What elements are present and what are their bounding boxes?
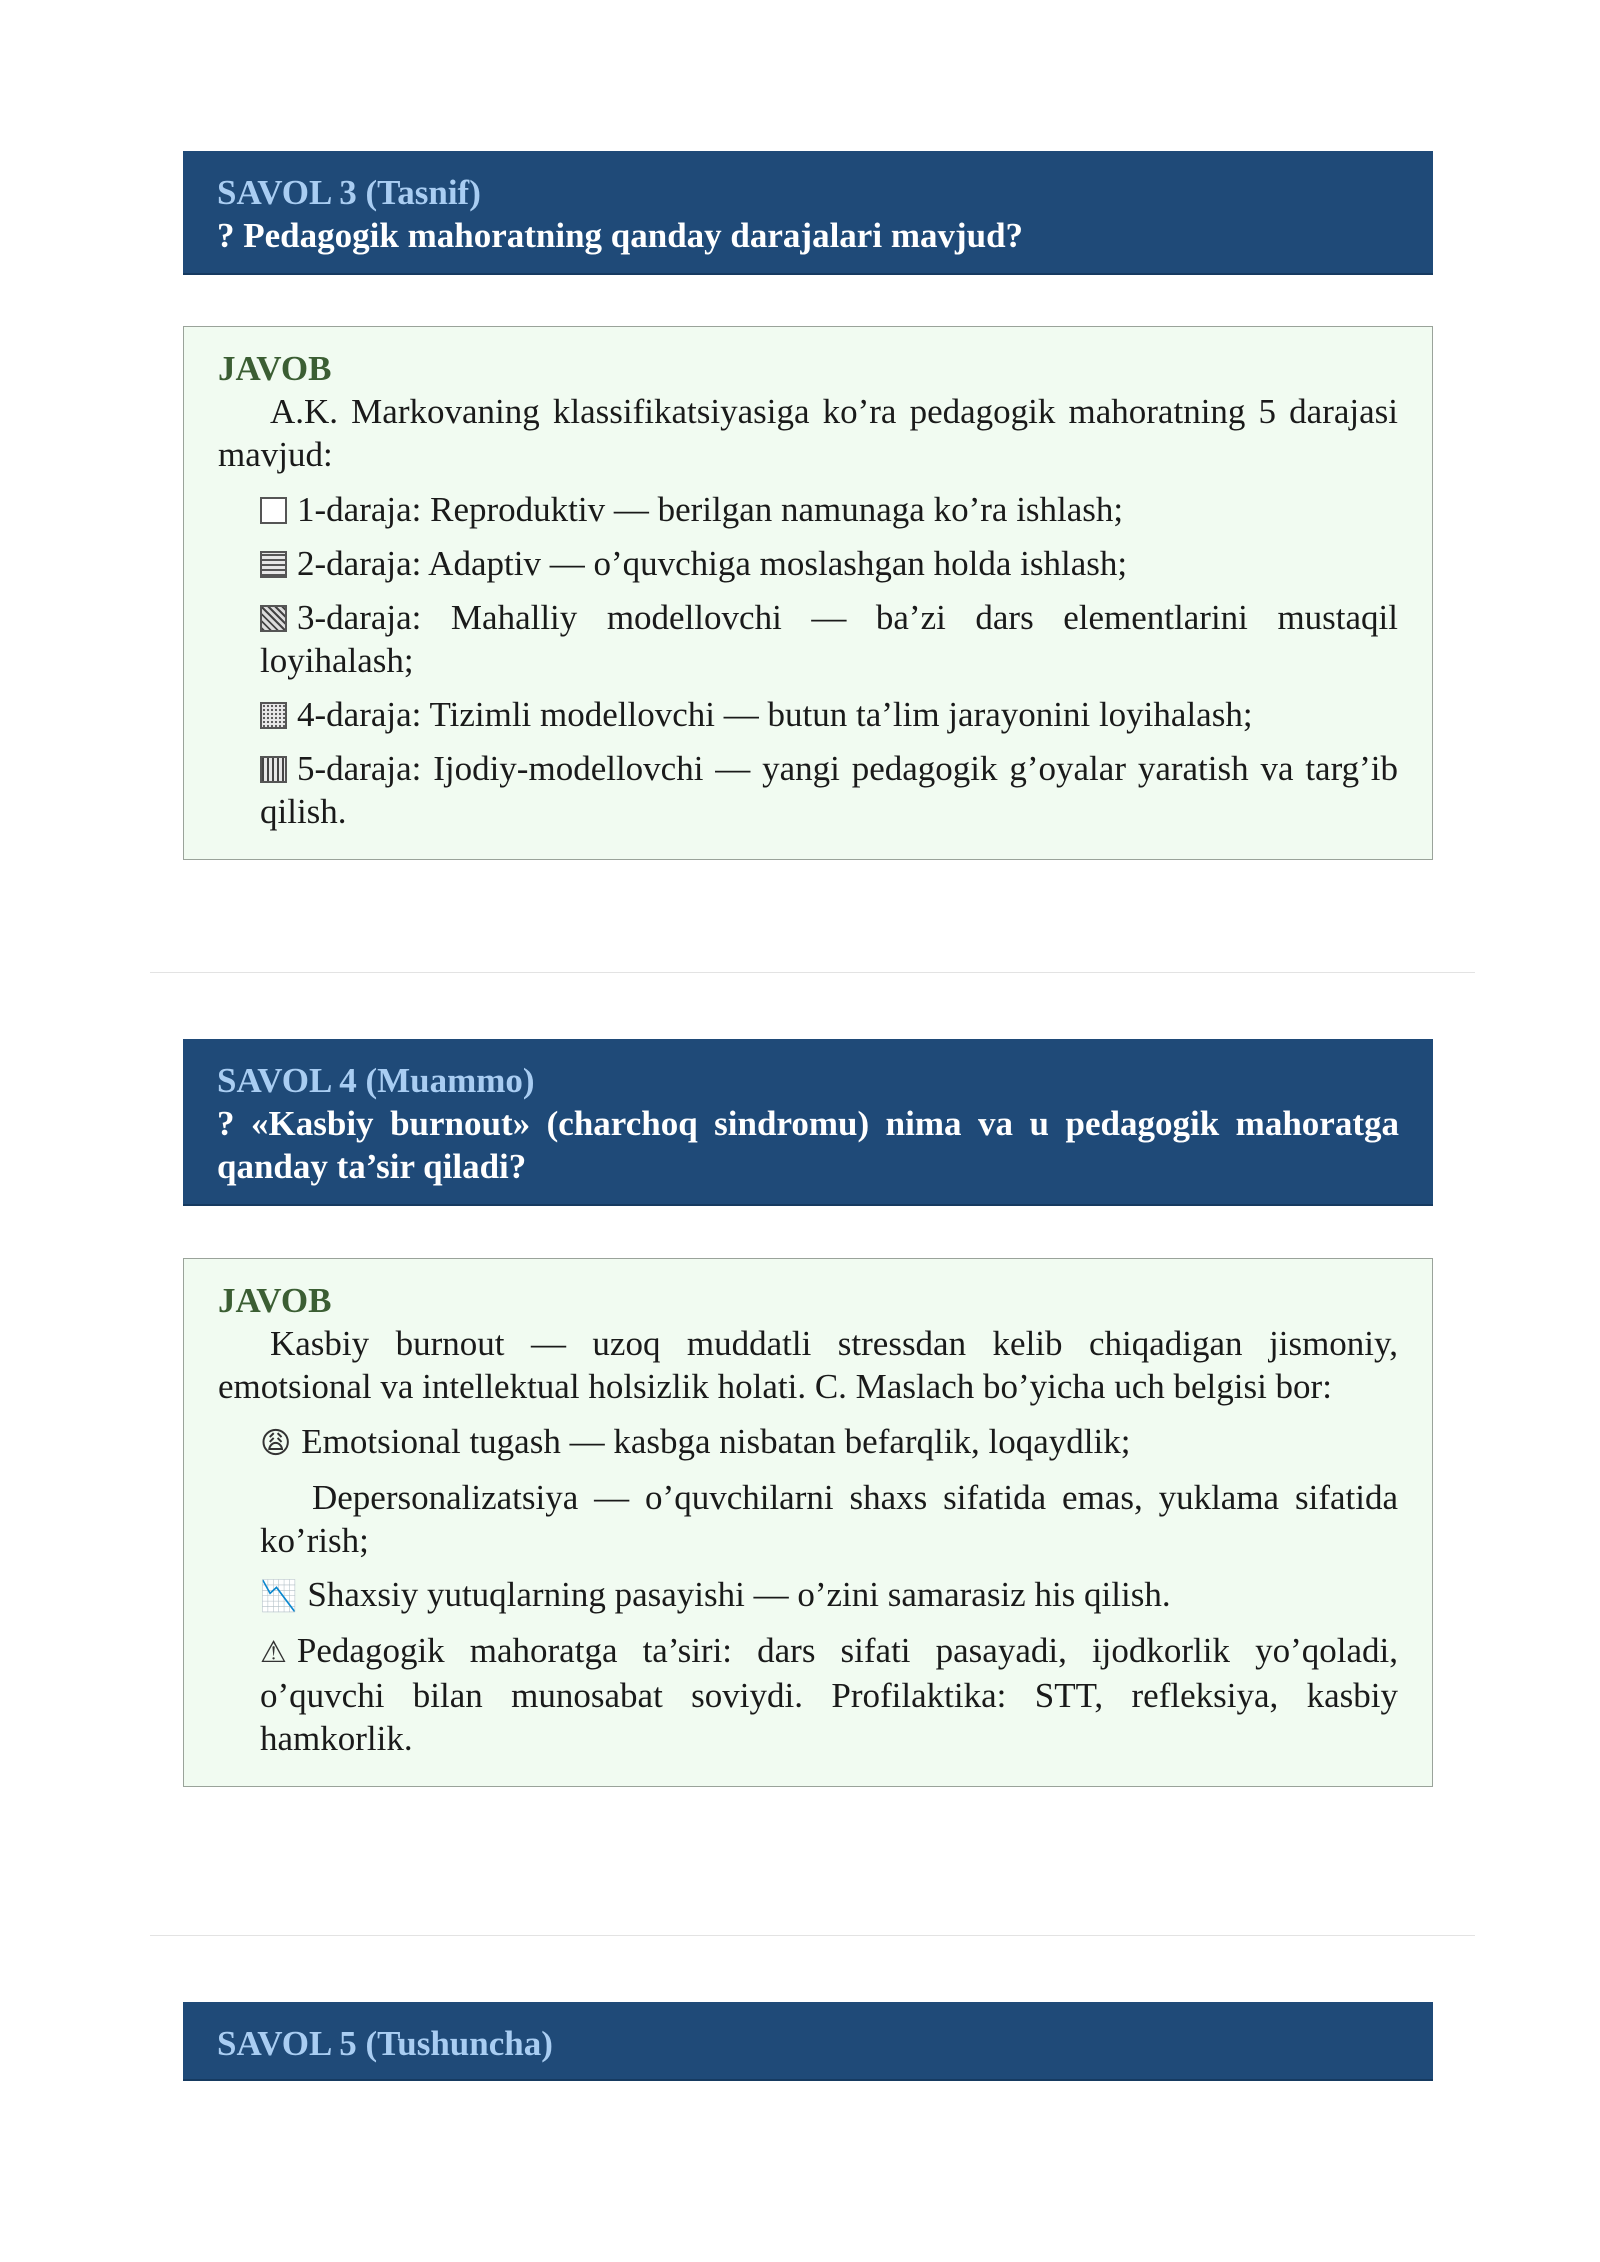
list-item: [260, 693, 1398, 736]
question-3-text: ? Pedagogik mahoratning qanday darajalari mavjud?: [217, 216, 1024, 255]
list-item: [260, 488, 1398, 531]
answer-4-intro: Kasbiy burnout — uzoq muddatli stressdan kelib chiqadigan jismoniy, emotsional va intellektual holsizlik holati. C. Maslach bo’yicha uch belgisi bor:: [218, 1324, 1398, 1406]
section-divider: [150, 1935, 1475, 1936]
list-item-text: Emotsional tugash — kasbga nisbatan befarqlik, loqaydlik;: [301, 1422, 1131, 1461]
question-5-title: SAVOL 5 (Tushuncha): [217, 2024, 553, 2063]
list-item: [260, 1573, 1398, 1618]
dotted-square-icon: [260, 702, 287, 729]
declining-chart-icon: 📉: [260, 1579, 298, 1614]
weary-face-icon: 😩: [260, 1426, 292, 1461]
list-item-text: 2-daraja: Adaptiv — o’quvchiga moslashgan holda ishlash;: [297, 544, 1128, 583]
list-item-text: Depersonalizatsiya — o’quvchilarni shaxs sifatida emas, yuklama sifatida ko’rish;: [260, 1478, 1398, 1560]
section-divider: [150, 972, 1475, 973]
answer-3-heading: JAVOB: [218, 349, 332, 388]
list-item-text: 5-daraja: Ijodiy-modellovchi — yangi pedagogik g’oyalar yaratish va targ’ib qilish.: [260, 749, 1398, 831]
list-item: [260, 747, 1398, 833]
list-item: [260, 596, 1398, 682]
list-item-text: 4-daraja: Tizimli modellovchi — butun ta’lim jarayonini loyihalash;: [297, 695, 1253, 734]
list-item-text: Shaxsiy yutuqlarning pasayishi — o’zini samarasiz his qilish.: [307, 1575, 1171, 1614]
question-4-title: SAVOL 4 (Muammo): [217, 1061, 535, 1100]
question-5-header: [183, 2002, 1433, 2081]
list-item-text: 3-daraja: Mahalliy modellovchi — ba’zi dars elementlarini mustaqil loyihalash;: [260, 598, 1398, 680]
warning-icon: ⚠: [260, 1635, 287, 1670]
list-item: [260, 1420, 1398, 1465]
list-item: [260, 1476, 1398, 1562]
answer-3-intro: A.K. Markovaning klassifikatsiyasiga ko’ra pedagogik mahoratning 5 darajasi mavjud:: [218, 392, 1398, 474]
list-item: [260, 1629, 1398, 1760]
empty-square-icon: [260, 497, 287, 524]
diagonal-lines-square-icon: [260, 605, 287, 632]
question-3-title: SAVOL 3 (Tasnif): [217, 173, 481, 212]
list-item-text: Pedagogik mahoratga ta’siri: dars sifati pasayadi, ijodkorlik yo’qoladi, o’quvchi bilan munosabat soviydi. Profilaktika: STT, refleksiya, kasbiy hamkorlik.: [260, 1631, 1398, 1758]
question-4-text: ? «Kasbiy burnout» (charchoq sindromu) nima va u pedagogik mahoratga qanday ta’sir qiladi?: [217, 1104, 1399, 1186]
answer-4-box: [183, 1258, 1433, 1787]
question-4-header: [183, 1039, 1433, 1206]
list-item: [260, 542, 1398, 585]
horizontal-lines-square-icon: [260, 551, 287, 578]
answer-3-list: [260, 488, 1398, 833]
list-item-text: 1-daraja: Reproduktiv — berilgan namunaga ko’ra ishlash;: [297, 490, 1124, 529]
answer-3-box: [183, 326, 1433, 860]
answer-4-list: [260, 1420, 1398, 1760]
question-3-header: [183, 151, 1433, 275]
answer-4-heading: JAVOB: [218, 1281, 332, 1320]
vertical-lines-square-icon: [260, 756, 287, 783]
